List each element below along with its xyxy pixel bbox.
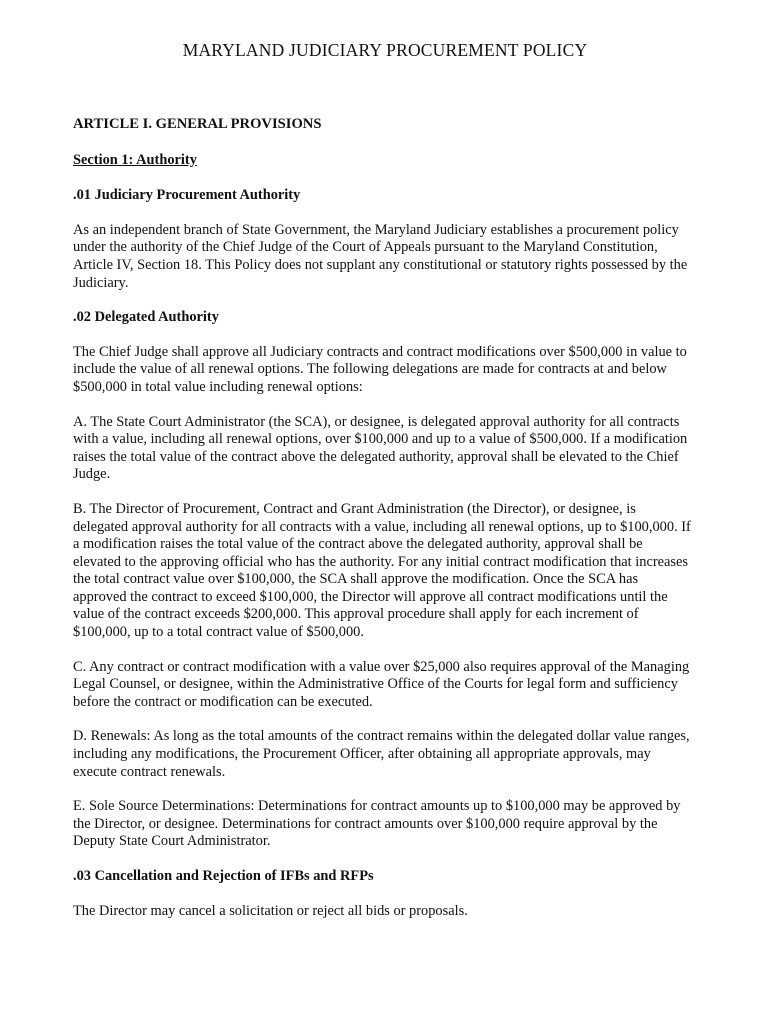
paragraph-cancellation: The Director may cancel a solicitation or reject all bids or proposals. [73,902,468,919]
paragraph-authority: As an independent branch of State Government, the Maryland Judiciary establishes a procurement policy under the authority of the Chief Judge of the Court of Appeals pursuant to the Maryland Constitution, Article IV, Section 18. This Policy does not supplant any constitutional or statutory rights possessed by the Judiciary. [73,221,688,291]
document-title: MARYLAND JUDICIARY PROCUREMENT POLICY [182,40,588,60]
document-body [73,116,693,937]
paragraph-delegation-a: A. The State Court Administrator (the SCA), or designee, is delegated approval authority for all contracts with a value, including all renewal options, over $100,000 and up to a value of $500,000. If a modification raises the total value of the contract above the delegated authority, approval shall be elevated to the Chief Judge. [73,413,688,483]
subsection-heading-01: .01 Judiciary Procurement Authority [73,187,301,204]
article-heading: ARTICLE I. GENERAL PROVISIONS [73,116,322,132]
subsection-heading-02: .02 Delegated Authority [73,309,219,326]
subsection-heading-03: .03 Cancellation and Rejection of IFBs and RFPs [73,868,374,884]
section-heading: Section 1: Authority [73,151,197,168]
paragraph-delegation-b: B. The Director of Procurement, Contract and Grant Administration (the Director), or designee, is delegated approval authority for all contracts with a value, including all renewal options, up to $100,000. If a modification raises the total value of the contract above the delegated authority, approval shall be elevated to the approving official who has the authority. For any initial contract modification that increases the total contract value over $100,000, the SCA shall approve the modification. Once the SCA has approved the contract to exceed $100,000, the Director will approve all contract modifications until the value of the contract exceeds $200,000. This approval procedure shall apply for each increment of $100,000, up to a total contract value of $500,000. [73,500,691,641]
paragraph-delegation-c: C. Any contract or contract modification with a value over $25,000 also requires approval of the Managing Legal Counsel, or designee, within the Administrative Office of the Courts for legal form and sufficiency before the contract or modification can be executed. [73,658,690,710]
paragraph-delegation-intro: The Chief Judge shall approve all Judiciary contracts and contract modifications over $500,000 in value to include the value of all renewal options. The following delegations are made for contracts at and below $500,000 in total value including renewal options: [73,343,687,395]
paragraph-delegation-d: D. Renewals: As long as the total amounts of the contract remains within the delegated dollar value ranges, including any modifications, the Procurement Officer, after obtaining all appropriate approvals, may execute contract renewals. [73,728,690,780]
paragraph-delegation-e: E. Sole Source Determinations: Determinations for contract amounts up to $100,000 may be approved by the Director, or designee. Determinations for contract amounts over $100,000 require approval by the Deputy State Court Administrator. [73,798,681,850]
